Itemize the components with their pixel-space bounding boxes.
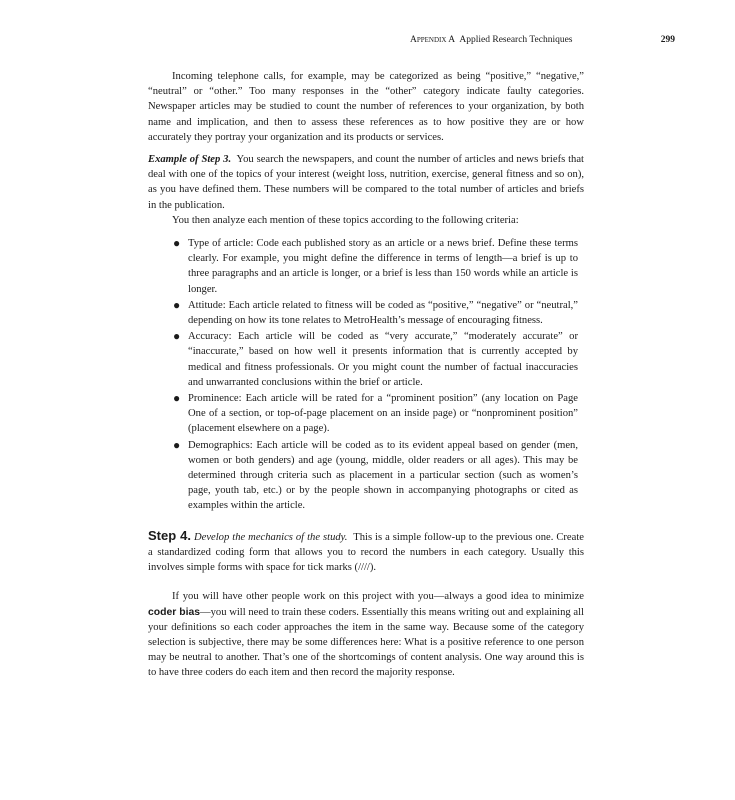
page-body <box>148 69 584 681</box>
step4-text: This is a simple follow-up to the previous one. Create a standardized coding form that allows you to record the numbers in each category. Usually this involves simple forms with space for tick marks (////). <box>148 531 584 574</box>
intro-paragraph: Incoming telephone calls, for example, may be categorized as being “positive,” “negative,” “neutral” or “other.” Too many responses in the “other” category indicate faulty categories. Newspaper articles may be studied to count the number of references to your organization, by both name and implication, and then to assess these references as to how positive they are or how accurately they portray your organization and its products or services. <box>148 71 584 143</box>
list-item <box>173 391 578 437</box>
final-paragraph <box>148 589 584 680</box>
list-item-text: Demographics: Each article will be coded as to its evident appeal based on gender (men, women or both genders) and age (young, middle, older readers or all ages). This may be determined through criteria such as placement in a particular section (such as women’s page, youth tab, etc.) or by the people shown in accompanying photographs or cited as examples within the article. <box>188 439 578 512</box>
step4-paragraph <box>148 528 584 576</box>
coder-bias-term: coder bias <box>148 606 201 618</box>
example-text: You search the newspapers, and count the number of articles and news briefs that deal with one of the topics of your interest (weight loss, nutrition, exercise, general fitness and so on), as you have defined them. These numbers will be compared to the total number of articles and briefs in the publication. <box>148 154 584 211</box>
list-item <box>173 329 578 390</box>
list-item <box>173 236 578 297</box>
list-item <box>173 297 578 328</box>
analyze-paragraph: You then analyze each mention of these topics according to the following criteria: <box>172 214 519 226</box>
list-item <box>173 437 578 514</box>
running-header <box>410 34 675 46</box>
bullet-icon: ● <box>173 329 181 344</box>
list-item-text: Prominence: Each article will be rated for a “prominent position” (any location on Page One of a section, or top-of-page placement on an inside page) or “nonprominent position” (placement elsewhere on a page). <box>188 393 578 435</box>
list-item-text: Attitude: Each article related to fitness will be coded as “positive,” “negative” or “neutral,” depending on how its tone relates to MetroHealth’s message of encouraging fitness. <box>188 299 578 327</box>
final-text-after: —you will need to train these coders. Essentially this means writing out and explaining all your definitions so each coder approaches the item in the same way. Because some of the category selection is subjective, there may be some differences here: What is a positive reference to one person may be neutral to another. That’s one of the shortcomings of content analysis. One way around this is to have three coders do each item and then record the majority response. <box>148 606 584 679</box>
step4-label: Step 4. <box>148 527 191 543</box>
header-appendix-label: Appendix A <box>410 35 456 45</box>
bullet-icon: ● <box>173 437 181 452</box>
header-section-title: Applied Research Techniques <box>459 35 573 45</box>
example-paragraph <box>148 152 584 213</box>
bullet-icon: ● <box>173 391 181 406</box>
final-text-before: If you will have other people work on this project with you—always a good idea to minimize <box>172 591 584 603</box>
step4-title: Develop the mechanics of the study. <box>193 531 348 543</box>
list-item-text: Accuracy: Each article will be coded as “very accurate,” “moderately accurate” or “inaccurate,” based on how well it presents information that is currently accepted by medical and fitness professionals. Or you might count the number of factual inaccuracies and unwarranted conclusions within the brief or article. <box>188 331 578 388</box>
page-number: 299 <box>660 35 675 45</box>
bullet-icon: ● <box>173 236 181 251</box>
list-item-text: Type of article: Code each published story as an article or a news brief. Define these terms clearly. For example, you might define the difference in terms of length—a brief is up to three paragraphs and an article is longer, or a brief is less than 150 words while an article is longer. <box>188 238 578 295</box>
bullet-icon: ● <box>173 297 181 312</box>
criteria-list <box>148 236 584 514</box>
example-heading: Example of Step 3. <box>148 154 232 166</box>
